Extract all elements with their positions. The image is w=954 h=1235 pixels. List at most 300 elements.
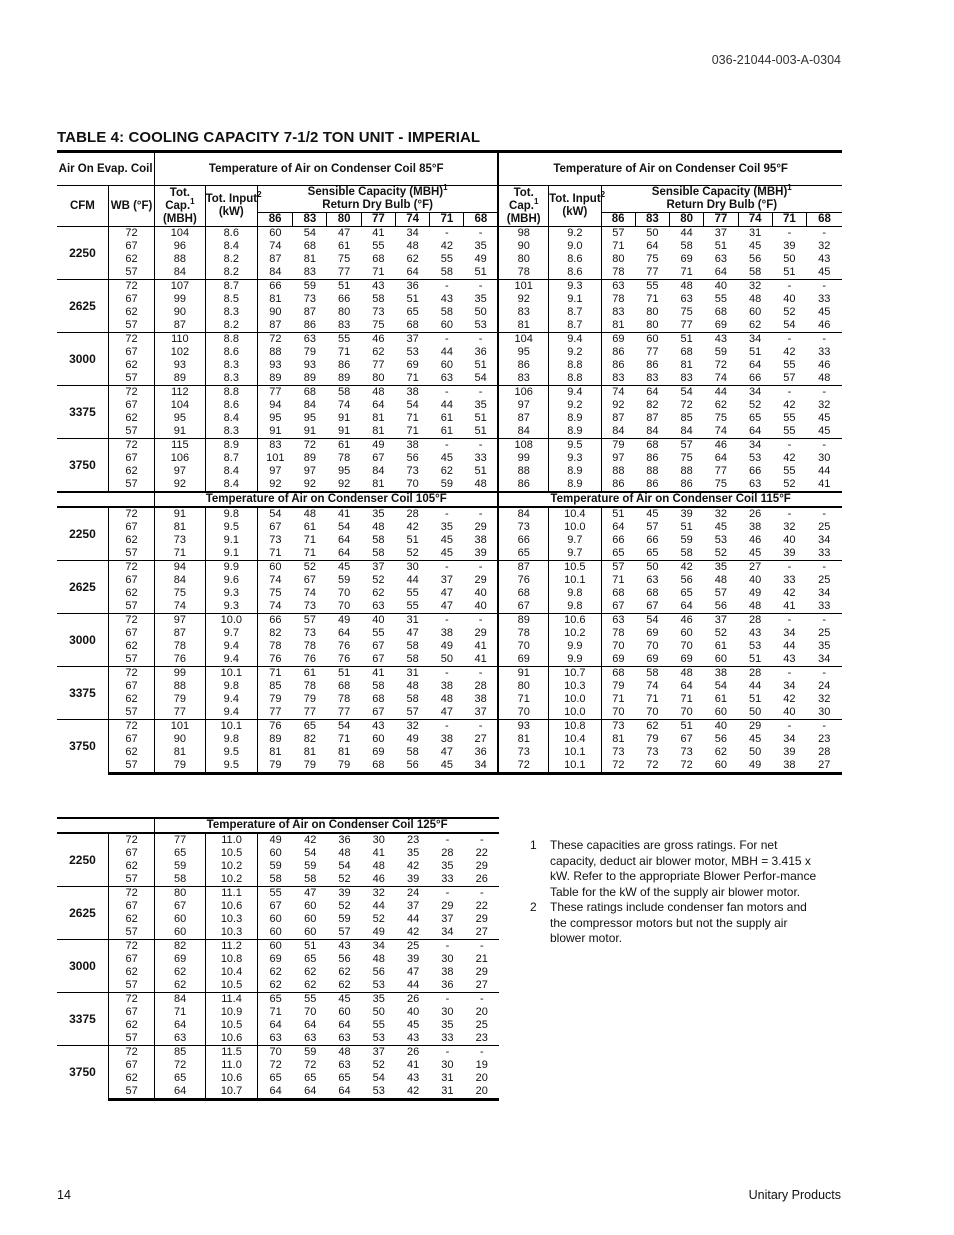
table-cell: 61 xyxy=(714,640,728,652)
table-cell: 45 xyxy=(749,240,762,252)
table-cell: 9.5 xyxy=(205,746,257,759)
table-cell: 46 xyxy=(818,359,831,371)
table-cell: 74 xyxy=(269,240,282,252)
table-cell: 81 xyxy=(337,746,351,758)
table-cell: 38 xyxy=(440,627,453,639)
table-row xyxy=(57,346,842,359)
table-cell: 52 xyxy=(714,547,728,559)
table-cell: 87 xyxy=(498,561,548,575)
table-row xyxy=(57,253,842,266)
table-cell: 42 xyxy=(670,561,704,575)
table-cell: 46 xyxy=(361,333,395,347)
table-row xyxy=(57,640,842,653)
table-cell: 88 xyxy=(269,346,282,358)
table-cell: 97 xyxy=(155,465,205,478)
wb-value: 72 xyxy=(108,940,154,954)
table-cell: 82 xyxy=(155,940,205,954)
table-cell: 34 xyxy=(464,759,498,774)
table-cell: 45 xyxy=(749,733,762,745)
table-cell: 81 xyxy=(680,359,693,371)
table-cell: 9.7 xyxy=(205,627,257,640)
table-row xyxy=(57,680,842,693)
table-cell: 39 xyxy=(783,547,796,559)
table-cell: 62 xyxy=(304,966,317,978)
footnote-ref-2: 2 xyxy=(257,190,262,200)
table-cell: 41 xyxy=(783,600,796,612)
wb-value: 57 xyxy=(108,372,154,386)
table-cell: 91 xyxy=(337,425,351,437)
table-cell: 54 xyxy=(304,847,317,859)
table-cell: 55 xyxy=(406,600,419,612)
table-cell: 68 xyxy=(714,306,728,318)
footnote-ref-2: 2 xyxy=(600,190,606,200)
table-cell: 55 xyxy=(406,587,419,599)
table-cell: 36 xyxy=(395,280,429,294)
table-cell: 67 xyxy=(372,653,385,665)
table-cell: 27 xyxy=(738,561,772,575)
table-cell: - xyxy=(807,280,842,294)
table-cell: 79 xyxy=(601,439,635,453)
table-cell: 48 xyxy=(361,386,395,400)
wb-value: 72 xyxy=(108,720,154,734)
table-cell: 45 xyxy=(818,306,831,318)
table-cell: - xyxy=(430,667,464,681)
wb-value: 57 xyxy=(108,547,154,561)
table-cell: 59 xyxy=(155,860,205,873)
table-cell: 38 xyxy=(772,759,806,774)
table-cell: 34 xyxy=(738,439,772,453)
table-cell: 80 xyxy=(337,306,351,318)
table-row xyxy=(57,439,842,453)
wb-value: 72 xyxy=(108,439,154,453)
table-cell: 51 xyxy=(474,412,487,424)
table-cell: 60 xyxy=(269,926,282,938)
cfm-value: 2250 xyxy=(57,833,108,887)
table-cell: 66 xyxy=(749,465,762,477)
table-cell: 9.2 xyxy=(549,399,601,412)
table-cell: 68 xyxy=(293,386,327,400)
table-cell: 81 xyxy=(303,746,316,758)
table-cell: 8.9 xyxy=(549,465,601,478)
table-cell: - xyxy=(807,720,842,734)
table-cell: 36 xyxy=(474,346,487,358)
table-cell: 71 xyxy=(372,266,385,278)
return-dry-bulb-label: Return Dry Bulb (°F) xyxy=(666,199,778,211)
footnote-number: 2 xyxy=(530,900,537,914)
table-cell: 40 xyxy=(704,280,738,294)
table-cell: 81 xyxy=(155,521,205,534)
table-cell: 77 xyxy=(303,706,316,718)
table-cell: 64 xyxy=(327,1085,361,1100)
table-cell: - xyxy=(464,561,498,575)
table-cell: 81 xyxy=(372,412,385,424)
table-cell: 20 xyxy=(475,1006,488,1018)
table-cell: 10.0 xyxy=(549,521,601,534)
table-cell: 30 xyxy=(818,452,831,464)
table-cell: 37 xyxy=(704,614,738,628)
table-cell: 73 xyxy=(498,746,548,759)
table-cell: 53 xyxy=(362,1085,396,1100)
table-cell: 62 xyxy=(749,319,762,331)
table-cell: 10.5 xyxy=(205,979,257,993)
table-cell: 22 xyxy=(475,847,488,859)
table-cell: 80 xyxy=(498,680,548,693)
table-cell: 97 xyxy=(498,399,548,412)
table-cell: 10.1 xyxy=(549,746,601,759)
table-cell: 79 xyxy=(646,733,659,745)
table-cell: 86 xyxy=(303,319,316,331)
table-cell: 8.4 xyxy=(205,465,257,478)
table-cell: 38 xyxy=(440,733,453,745)
table-cell: 99 xyxy=(498,452,548,465)
wb-value: 62 xyxy=(108,1019,154,1032)
table-cell: 65 xyxy=(498,547,548,561)
table-cell: 75 xyxy=(646,253,659,265)
table-cell: 47 xyxy=(406,966,420,978)
table-cell: 88 xyxy=(612,465,625,477)
table-cell: 81 xyxy=(498,319,548,333)
table-cell: 67 xyxy=(269,521,282,533)
table-cell: 75 xyxy=(714,412,728,424)
table-cell: 67 xyxy=(372,452,385,464)
condenser-125f-header: Temperature of Air on Condenser Coil 125°F xyxy=(155,818,499,833)
table-cell: 68 xyxy=(646,587,659,599)
table-cell: 29 xyxy=(738,720,772,734)
table-cell: 62 xyxy=(269,979,282,991)
table-cell: 70 xyxy=(258,1046,293,1060)
table-cell: 24 xyxy=(818,680,831,692)
table-cell: 34 xyxy=(783,627,796,639)
table-cell: 10.6 xyxy=(549,614,601,628)
table-cell: 78 xyxy=(155,640,205,653)
table-cell: 35 xyxy=(474,399,487,411)
table-cell: 63 xyxy=(338,1059,351,1071)
table-cell: 69 xyxy=(714,319,728,331)
table-cell: 86 xyxy=(612,346,625,358)
table-cell: 30 xyxy=(818,706,831,718)
table-cell: 58 xyxy=(372,293,385,305)
table-row xyxy=(57,627,842,640)
table-cell: 10.3 xyxy=(549,680,601,693)
table-cell: 69 xyxy=(498,653,548,667)
table-cell: - xyxy=(430,333,464,347)
table-cell: 9.4 xyxy=(205,640,257,653)
table-cell: - xyxy=(430,614,464,628)
wb-value: 72 xyxy=(108,333,154,347)
table-cell: 38 xyxy=(704,667,738,681)
table-cell: 92 xyxy=(612,399,625,411)
table-cell: 48 xyxy=(440,693,453,705)
table-cell: 65 xyxy=(612,547,625,559)
table-cell: 87 xyxy=(303,306,316,318)
table-cell: 86 xyxy=(646,478,659,490)
table-cell: 28 xyxy=(738,614,772,628)
table-cell: 8.7 xyxy=(205,280,257,294)
table-cell: 11.0 xyxy=(205,833,257,847)
table-cell: 88 xyxy=(498,465,548,478)
table-cell: 26 xyxy=(738,507,772,521)
dry-bulb-col-71: 71 xyxy=(772,213,806,227)
table-cell: 65 xyxy=(304,953,317,965)
wb-value: 62 xyxy=(108,640,154,653)
table-cell: 35 xyxy=(474,240,487,252)
table-cell: 63 xyxy=(293,333,327,347)
table-cell: 34 xyxy=(441,926,454,938)
table-cell: 64 xyxy=(749,359,762,371)
table-cell: 77 xyxy=(337,706,351,718)
table-cell: 34 xyxy=(818,653,831,665)
table-cell: 71 xyxy=(612,693,625,705)
table-cell: 37 xyxy=(406,900,420,912)
table-cell: 64 xyxy=(338,1019,351,1031)
table-cell: 25 xyxy=(475,1019,488,1031)
table-cell: 60 xyxy=(269,913,282,925)
table-row xyxy=(57,1072,499,1085)
table-cell: - xyxy=(807,227,842,241)
table-cell: 79 xyxy=(269,693,282,705)
table-cell: 40 xyxy=(783,706,796,718)
table-cell: - xyxy=(772,280,806,294)
table-cell: 21 xyxy=(475,953,488,965)
table-cell: - xyxy=(464,333,498,347)
table-cell: 54 xyxy=(372,1072,385,1084)
table-cell: 64 xyxy=(337,547,351,559)
table-cell: 54 xyxy=(293,227,327,241)
table-cell: 33 xyxy=(441,1032,454,1044)
table-cell: 57 xyxy=(714,587,728,599)
table-cell: 87 xyxy=(269,253,282,265)
table-cell: 61 xyxy=(327,439,361,453)
table-cell: 65 xyxy=(155,847,205,860)
table-cell: 10.0 xyxy=(549,693,601,706)
table-cell: 68 xyxy=(612,587,625,599)
table-cell: 45 xyxy=(327,561,361,575)
table-cell: 8.8 xyxy=(205,386,257,400)
table-cell: 66 xyxy=(646,534,659,546)
table-cell: 40 xyxy=(406,1006,420,1018)
table-cell: 10.1 xyxy=(549,574,601,587)
table-cell: 51 xyxy=(601,507,635,521)
table-cell: 56 xyxy=(749,253,762,265)
dry-bulb-col-86: 86 xyxy=(601,213,635,227)
return-dry-bulb-label: Return Dry Bulb (°F) xyxy=(322,199,433,211)
footnotes xyxy=(530,838,820,947)
table-row xyxy=(57,600,842,614)
table-row xyxy=(57,1059,499,1072)
table-cell: 48 xyxy=(749,293,762,305)
table-cell: 26 xyxy=(475,873,488,885)
table-cell: 97 xyxy=(155,614,205,628)
table-cell: 41 xyxy=(361,227,395,241)
wb-value: 62 xyxy=(108,693,154,706)
table-cell: 73 xyxy=(646,746,659,758)
table-cell: 37 xyxy=(440,574,453,586)
table-cell: 55 xyxy=(372,240,385,252)
table-cell: 65 xyxy=(293,720,327,734)
table-cell: 38 xyxy=(474,693,487,705)
table-row xyxy=(57,1085,499,1100)
wb-value: 57 xyxy=(108,1032,154,1046)
table-cell: 46 xyxy=(704,439,738,453)
table-cell: 44 xyxy=(749,680,762,692)
table-cell: 58 xyxy=(372,534,385,546)
table-cell: 43 xyxy=(818,253,831,265)
table-cell: 10.5 xyxy=(549,561,601,575)
table-cell: 36 xyxy=(441,979,454,991)
table-row xyxy=(57,953,499,966)
table-cell: 71 xyxy=(612,240,625,252)
table-cell: 30 xyxy=(362,833,396,847)
dry-bulb-col-77: 77 xyxy=(361,213,395,227)
table-cell: - xyxy=(430,720,464,734)
table-cell: 51 xyxy=(783,266,796,278)
table-cell: 9.1 xyxy=(549,293,601,306)
wb-value: 57 xyxy=(108,979,154,993)
table-cell: 57 xyxy=(406,706,419,718)
table-cell: 58 xyxy=(406,640,419,652)
table-cell: 69 xyxy=(646,627,659,639)
table-cell: 28 xyxy=(818,746,831,758)
wb-value: 67 xyxy=(108,627,154,640)
table-cell: 40 xyxy=(783,534,796,546)
tot-cap-label: Tot. Cap. xyxy=(165,186,191,212)
table-cell: 39 xyxy=(327,887,361,901)
table-cell: 88 xyxy=(680,465,693,477)
table-cell: 35 xyxy=(361,507,395,521)
cfm-value: 3750 xyxy=(57,720,108,774)
table-cell: 57 xyxy=(601,227,635,241)
table-row xyxy=(57,759,842,774)
table-cell: 48 xyxy=(338,847,351,859)
table-cell: 8.8 xyxy=(205,333,257,347)
table-cell: 56 xyxy=(395,759,429,774)
table-row xyxy=(57,507,842,521)
table-cell: 55 xyxy=(327,333,361,347)
condenser-95f-header: Temperature of Air on Condenser Coil 95°F xyxy=(498,152,842,186)
table-cell: 8.6 xyxy=(549,266,601,280)
dry-bulb-col-68: 68 xyxy=(807,213,842,227)
table-cell: 45 xyxy=(440,547,453,559)
table-cell: 8.9 xyxy=(205,439,257,453)
table-cell: 42 xyxy=(783,452,796,464)
table-cell: 44 xyxy=(670,227,704,241)
table-cell: 57 xyxy=(783,372,796,384)
table-cell: 84 xyxy=(303,399,316,411)
table-cell: 44 xyxy=(440,399,453,411)
table-cell: 58 xyxy=(304,873,317,885)
table-cell: 84 xyxy=(646,425,659,437)
table-cell: 55 xyxy=(783,425,796,437)
table-cell: 101 xyxy=(266,452,285,464)
table-cell: 88 xyxy=(155,680,205,693)
header-row-2 xyxy=(57,186,842,213)
table-cell: 23 xyxy=(396,833,430,847)
table-cell: 51 xyxy=(406,293,419,305)
table-cell: 97 xyxy=(303,465,316,477)
wb-value: 67 xyxy=(108,399,154,412)
tot-input-header xyxy=(549,186,606,227)
table-cell: 104 xyxy=(155,227,205,241)
table-cell: 35 xyxy=(818,640,831,652)
cooling-capacity-table xyxy=(57,150,842,775)
table-cell: 86 xyxy=(498,478,548,492)
table-cell: - xyxy=(807,333,842,347)
section-spacer xyxy=(57,492,155,507)
table-cell: 71 xyxy=(337,733,351,745)
table-cell: 60 xyxy=(440,359,453,371)
table-cell: 49 xyxy=(738,759,772,774)
table-cell: 83 xyxy=(498,306,548,319)
table-cell: 60 xyxy=(704,759,738,774)
table-cell: 91 xyxy=(269,425,282,437)
table-cell: 50 xyxy=(635,561,669,575)
table-cell: 32 xyxy=(783,521,796,533)
table-row xyxy=(57,280,842,294)
table-cell: 57 xyxy=(670,439,704,453)
table-cell: 74 xyxy=(155,600,205,614)
wb-value: 67 xyxy=(108,1006,154,1019)
table-cell: 98 xyxy=(498,227,548,241)
table-cell: 37 xyxy=(704,227,738,241)
table-cell: 9.7 xyxy=(549,547,601,561)
table-cell: 91 xyxy=(303,425,316,437)
table-cell: 58 xyxy=(372,547,385,559)
table-cell: 28 xyxy=(441,847,454,859)
dry-bulb-col-74: 74 xyxy=(738,213,772,227)
table-cell: - xyxy=(772,667,806,681)
table-cell: 53 xyxy=(749,640,762,652)
table-cell: 68 xyxy=(498,587,548,600)
table-row xyxy=(57,306,842,319)
table-cell: 68 xyxy=(372,693,385,705)
table-cell: 52 xyxy=(783,306,796,318)
table-cell: 83 xyxy=(257,439,292,453)
table-cell: 37 xyxy=(474,706,487,718)
table-cell: 67 xyxy=(646,600,659,612)
table-cell: 10.9 xyxy=(205,1006,257,1019)
table-cell: 56 xyxy=(406,452,419,464)
table-cell: 44 xyxy=(372,900,385,912)
table-cell: 84 xyxy=(612,425,625,437)
table-cell: 71 xyxy=(303,547,316,559)
table-cell: 71 xyxy=(303,534,316,546)
table-cell: 44 xyxy=(783,640,796,652)
table-cell: 49 xyxy=(749,587,762,599)
table-row xyxy=(57,333,842,347)
table-cell: 73 xyxy=(269,534,282,546)
table-cell: 32 xyxy=(704,507,738,521)
table-cell: 60 xyxy=(257,561,292,575)
table-cell: 64 xyxy=(337,627,351,639)
table-cell: 65 xyxy=(646,547,659,559)
table-cell: 74 xyxy=(714,372,728,384)
table-cell: 72 xyxy=(257,333,292,347)
cfm-value: 3375 xyxy=(57,386,108,439)
table-cell: 86 xyxy=(646,359,659,371)
table-cell: 10.6 xyxy=(205,1072,257,1085)
table-cell: 38 xyxy=(440,680,453,692)
table-cell: 91 xyxy=(337,412,351,424)
table-cell: 8.3 xyxy=(205,425,257,439)
wb-value: 57 xyxy=(108,759,154,774)
table-cell: 51 xyxy=(749,693,762,705)
table-cell: 20 xyxy=(475,1072,488,1084)
table-cell: 79 xyxy=(303,693,316,705)
table-cell: 55 xyxy=(372,627,385,639)
table-cell: 81 xyxy=(612,319,625,331)
table-cell: 78 xyxy=(498,266,548,280)
table-cell: 84 xyxy=(155,574,205,587)
